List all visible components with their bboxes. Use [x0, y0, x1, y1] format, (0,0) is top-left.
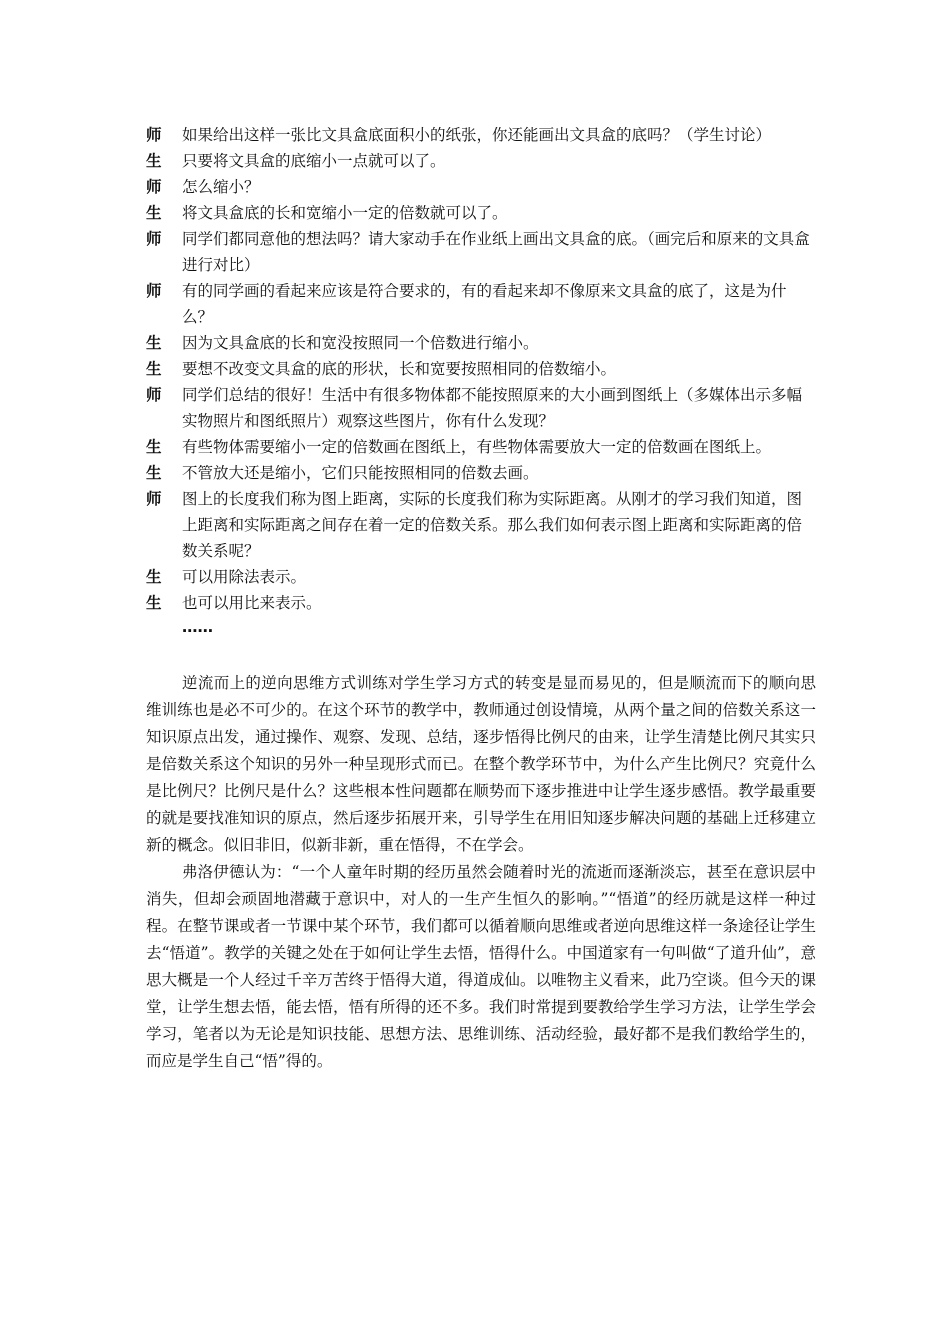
- utterance-text: 只要将文具盒的底缩小一点就可以了。: [182, 152, 446, 170]
- speaker-label: 生: [146, 464, 162, 482]
- utterance-text: 同学们都同意他的想法吗？请大家动手在作业纸上画出文具盒的底。（画完后和原来的文具盒进行对比）: [182, 230, 810, 274]
- utterance-text: 图上的长度我们称为图上距离，实际的长度我们称为实际距离。从刚才的学习我们知道，图上距离和实际距离之间存在着一定的倍数关系。那么我们如何表示图上距离和实际距离的倍数关系呢？: [182, 490, 803, 560]
- utterance-text: 怎么缩小？: [182, 178, 260, 196]
- dialogue-turn: [146, 174, 816, 200]
- utterance-text: 不管放大还是缩小，它们只能按照相同的倍数去画。: [182, 464, 539, 482]
- dialogue-turn: [146, 278, 816, 330]
- speaker-label: 生: [146, 204, 162, 222]
- ellipsis-marker: ……: [182, 618, 213, 636]
- speaker-label: 师: [146, 282, 162, 300]
- utterance-text: 可以用除法表示。: [182, 568, 307, 586]
- speaker-label: 师: [146, 178, 162, 196]
- dialogue-turn: [146, 486, 816, 564]
- dialogue-turn: [146, 226, 816, 278]
- utterance-text: 有些物体需要缩小一定的倍数画在图纸上，有些物体需要放大一定的倍数画在图纸上。: [182, 438, 772, 456]
- speaker-label: 生: [146, 594, 162, 612]
- speaker-label: 师: [146, 126, 162, 144]
- utterance-text: 要想不改变文具盒的底的形状，长和宽要按照相同的倍数缩小。: [182, 360, 617, 378]
- dialogue-turn: [146, 330, 816, 356]
- utterance-text: 也可以用比来表示。: [182, 594, 322, 612]
- dialogue-turn: [146, 356, 816, 382]
- dialogue-turn: [146, 434, 816, 460]
- dialogue-transcript: [146, 122, 816, 638]
- speaker-label: 生: [146, 568, 162, 586]
- commentary-section: [146, 670, 816, 1075]
- dialogue-turn: [146, 122, 816, 148]
- dialogue-turn: [146, 382, 816, 434]
- utterance-text: 将文具盒底的长和宽缩小一定的倍数就可以了。: [182, 204, 508, 222]
- utterance-text: 有的同学画的看起来应该是符合要求的，有的看起来却不像原来文具盒的底了，这是为什么？: [182, 282, 787, 326]
- utterance-text: 因为文具盒底的长和宽没按照同一个倍数进行缩小。: [182, 334, 539, 352]
- body-paragraph: 逆流而上的逆向思维方式训练对学生学习方式的转变是显而易见的，但是顺流而下的顺向思维训练也是必不可少的。在这个环节的教学中，教师通过创设情境，从两个量之间的倍数关系这一知识原点出发，通过操作、观察、发现、总结，逐步悟得比例尺的由来，让学生清楚比例尺其实只是倍数关系这个知识的另外一种呈现形式而已。在整个教学环节中，为什么产生比例尺？究竟什么是比例尺？比例尺是什么？这些根本性问题都在顺势而下逐步推进中让学生逐步感悟。教学最重要的就是要找准知识的原点，然后逐步拓展开来，引导学生在用旧知逐步解决问题的基础上迁移建立新的概念。似旧非旧，似新非新，重在悟得，不在学会。: [146, 674, 816, 854]
- speaker-label: 生: [146, 360, 162, 378]
- dialogue-turn: [146, 460, 816, 486]
- speaker-label: 师: [146, 230, 162, 248]
- utterance-text: 同学们总结的很好！生活中有很多物体都不能按照原来的大小画到图纸上（多媒体出示多幅实物照片和图纸照片）观察这些图片，你有什么发现？: [182, 386, 803, 430]
- dialogue-turn: [146, 148, 816, 174]
- speaker-label: 师: [146, 490, 162, 508]
- speaker-label: 生: [146, 438, 162, 456]
- speaker-label: 生: [146, 334, 162, 352]
- body-paragraph: 弗洛伊德认为：“一个人童年时期的经历虽然会随着时光的流逝而逐渐淡忘，甚至在意识层中消失，但却会顽固地潜藏于意识中，对人的一生产生恒久的影响。”“悟道”的经历就是这样一种过程。在整节课或者一节课中某个环节，我们都可以循着顺向思维或者逆向思维这样一条途径让学生去“悟道”。教学的关键之处在于如何让学生去悟，悟得什么。中国道家有一句叫做“了道升仙”，意思大概是一个人经过千辛万苦终于悟得大道，得道成仙。以唯物主义看来，此乃空谈。但今天的课堂，让学生想去悟，能去悟，悟有所得的还不多。我们时常提到要教给学生学习方法，让学生学会学习，笔者以为无论是知识技能、思想方法、思维训练、活动经验，最好都不是我们教给学生的，而应是学生自己“悟”得的。: [146, 863, 816, 1070]
- dialogue-turn: [146, 564, 816, 590]
- utterance-text: 如果给出这样一张比文具盒底面积小的纸张，你还能画出文具盒的底吗？（学生讨论）: [182, 126, 772, 144]
- dialogue-turn: [146, 200, 816, 226]
- dialogue-turn: [146, 590, 816, 616]
- speaker-label: 师: [146, 386, 162, 404]
- speaker-label: 生: [146, 152, 162, 170]
